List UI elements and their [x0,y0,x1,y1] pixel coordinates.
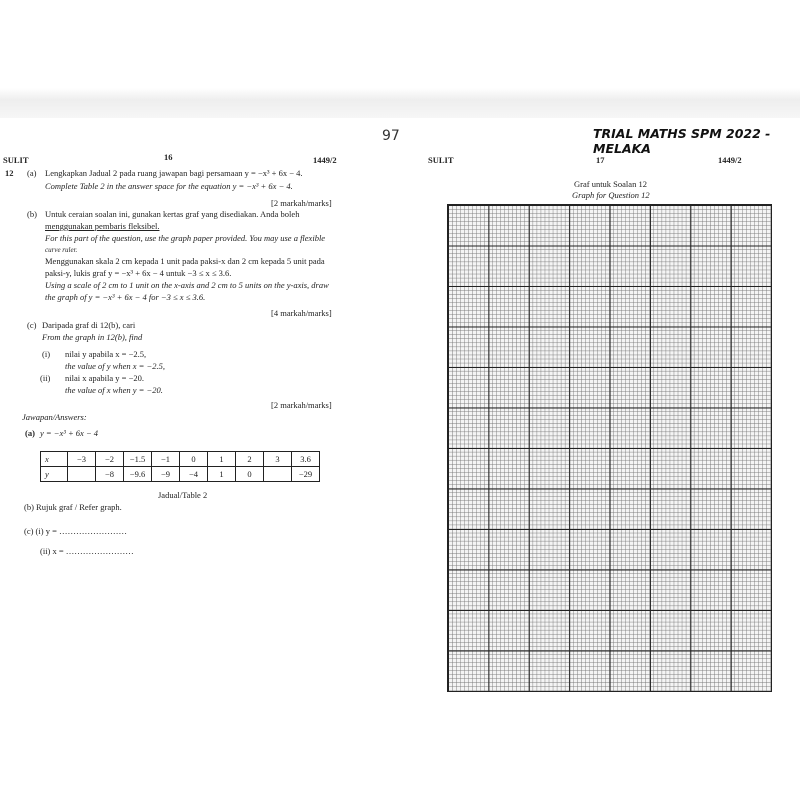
answer-b: (b) Rujuk graf / Refer graph. [24,502,122,512]
header-sulit: SULIT [428,155,454,165]
banner-title: TRIAL MATHS SPM 2022 - MELAKA [593,126,771,156]
part-a-english: Complete Table 2 in the answer space for the equation y = −x³ + 6x − 4. [45,181,293,191]
part-b-malay-2: menggunakan pembaris fleksibel. [45,221,160,231]
table-row-y [41,467,320,482]
table-cell-blank[interactable] [68,467,96,482]
part-b-english-4: the graph of y = −x³ + 6x − 4 for −3 ≤ x ≤ 3.6. [45,292,206,302]
table-cell: −2 [96,452,124,467]
part-c-label: (c) [27,320,37,330]
graph-title-malay: Graf untuk Soalan 12 [574,179,647,189]
table-cell-blank[interactable] [264,467,292,482]
part-a-malay: Lengkapkan Jadual 2 pada ruang jawapan bagi persamaan y = −x³ + 6x − 4. [45,168,303,178]
part-c-i-english: the value of y when x = −2.5, [65,361,165,371]
table-caption: Jadual/Table 2 [158,490,208,500]
answers-heading: Jawapan/Answers: [22,412,87,422]
table-cell: −29 [292,467,320,482]
part-b-english-2: curve ruler. [45,246,78,254]
table-cell: −9.6 [124,467,152,482]
table-cell: 3.6 [292,452,320,467]
scan-page-number: 97 [382,128,400,144]
part-a-label: (a) [27,168,37,178]
part-b-marks: [4 markah/marks] [271,308,332,318]
answer-c-i[interactable]: (c) (i) y = …………………… [24,526,128,536]
table-cell: −1.5 [124,452,152,467]
table-header-y: y [41,467,68,482]
table-cell: −9 [152,467,180,482]
part-b-english-3: Using a scale of 2 cm to 1 unit on the x-axis and 2 cm to 5 units on the y-axis, draw [45,280,329,290]
graph-title-english: Graph for Question 12 [572,190,650,200]
table-cell: −8 [96,467,124,482]
question-number: 12 [5,168,14,178]
header-sulit: SULIT [3,155,29,165]
part-c-i-label: (i) [42,349,51,359]
table-row-x [41,452,320,467]
table-cell: 0 [236,467,264,482]
scan-edge [0,88,800,118]
part-c-ii-label: (ii) [40,373,51,383]
part-c-malay: Daripada graf di 12(b), cari [42,320,136,330]
part-c-marks: [2 markah/marks] [271,400,332,410]
part-b-label: (b) [27,209,37,219]
table-2 [40,451,320,482]
part-c-ii-english: the value of x when y = −20. [65,385,163,395]
table-cell: −1 [152,452,180,467]
table-cell: −4 [180,467,208,482]
header-page: 16 [164,152,173,162]
table-cell: 2 [236,452,264,467]
part-c-i-malay: nilai y apabila x = −2.5, [65,349,147,359]
answer-a-equation: y = −x³ + 6x − 4 [40,428,99,438]
table-cell: 1 [208,467,236,482]
graph-paper[interactable] [447,204,772,692]
header-page: 17 [596,155,605,165]
header-code: 1449/2 [313,155,337,165]
table-header-x: x [41,452,68,467]
part-b-english-1: For this part of the question, use the graph paper provided. You may use a flexible [45,233,326,243]
part-b-malay-1: Untuk ceraian soalan ini, gunakan kertas graf yang disediakan. Anda boleh [45,209,300,219]
part-b-malay-4: paksi-y, lukis graf y = −x³ + 6x − 4 untuk −3 ≤ x ≤ 3.6. [45,268,232,278]
table-cell: 3 [264,452,292,467]
table-cell: 0 [180,452,208,467]
part-c-ii-malay: nilai x apabila y = −20. [65,373,144,383]
part-a-marks: [2 markah/marks] [271,198,332,208]
header-code: 1449/2 [718,155,742,165]
table-cell: 1 [208,452,236,467]
answer-a-label: (a) [25,428,35,438]
part-b-malay-3: Menggunakan skala 2 cm kepada 1 unit pada paksi-x dan 2 cm kepada 5 unit pada [45,256,325,266]
part-c-english: From the graph in 12(b), find [42,332,143,342]
table-cell: −3 [68,452,96,467]
answer-c-ii[interactable]: (ii) x = …………………… [40,546,134,556]
